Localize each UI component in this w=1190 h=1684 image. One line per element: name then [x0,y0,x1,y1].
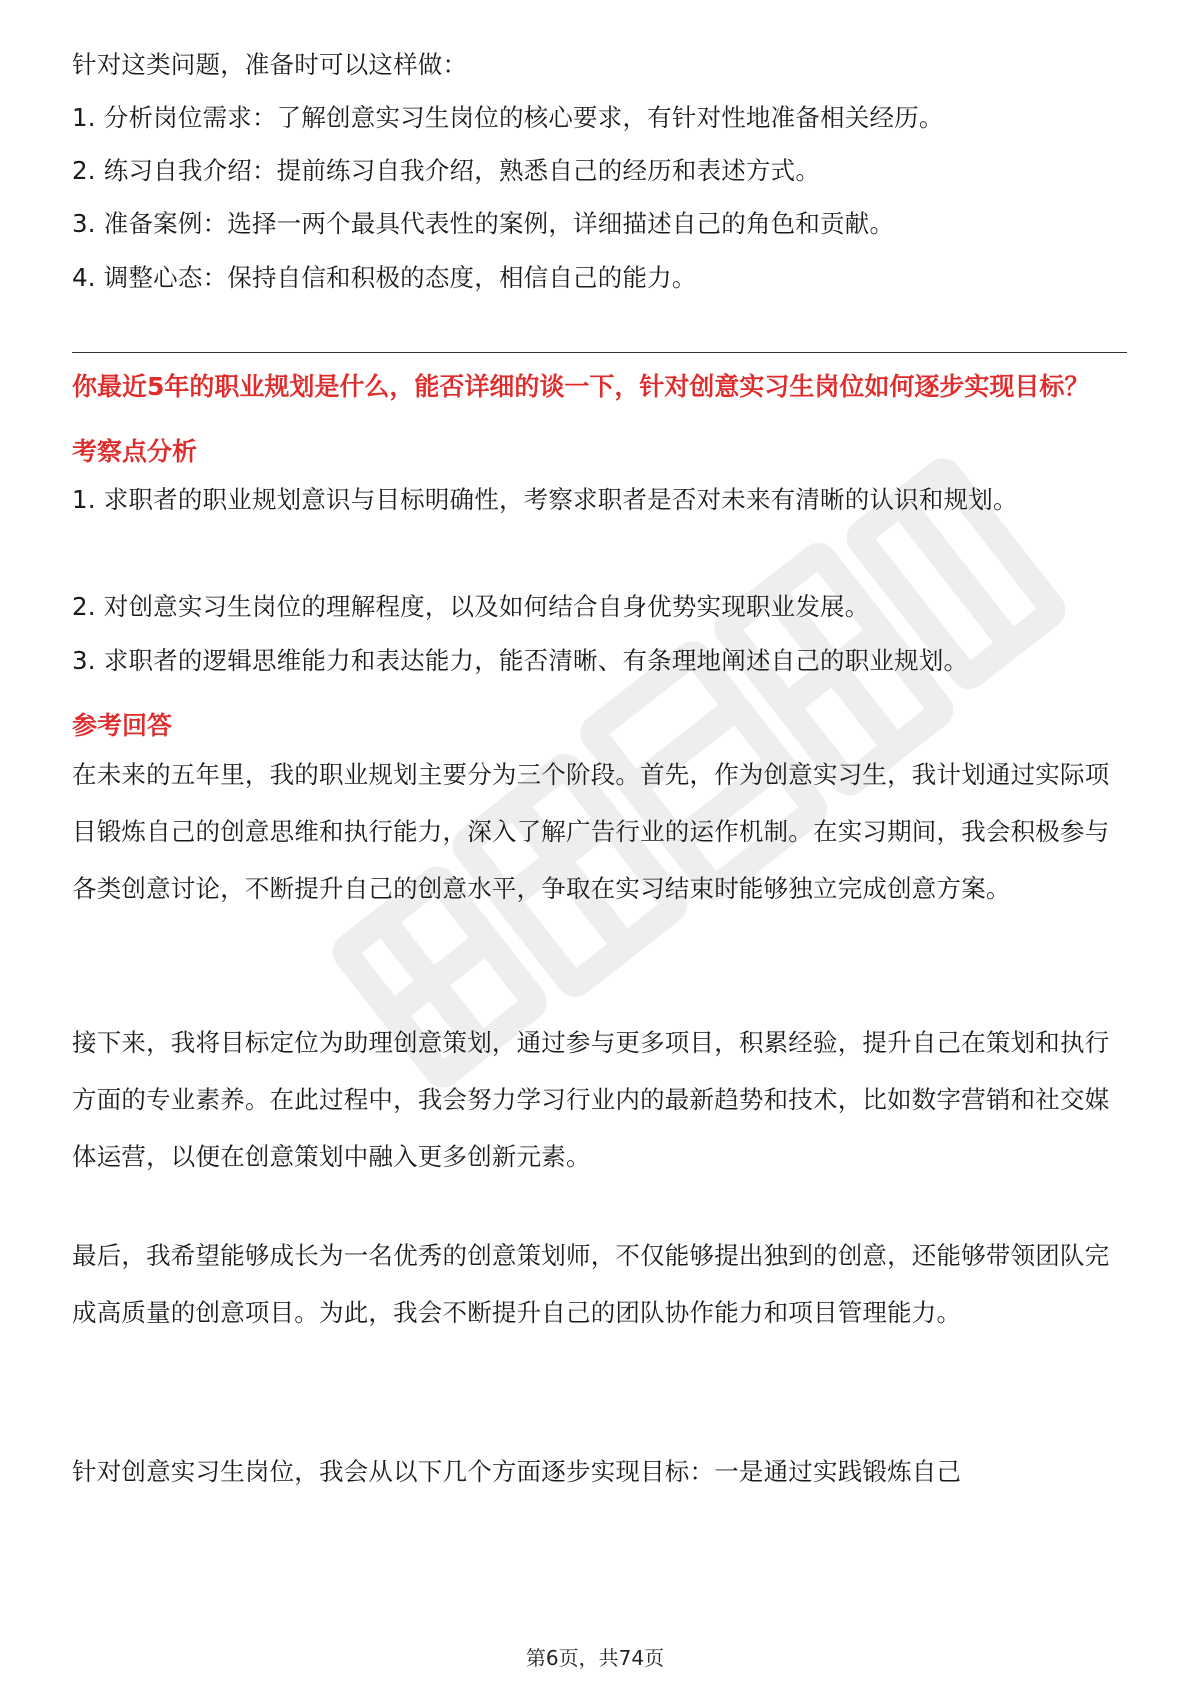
interview-question: 你最近5年的职业规划是什么，能否详细的谈一下，针对创意实习生岗位如何逐步实现目标？ [72,372,1090,401]
section-divider [72,352,1127,353]
intro-item-4: 4. 调整心态：保持自信和积极的态度，相信自己的能力。 [72,263,697,292]
answer-heading: 参考回答 [72,711,173,740]
analysis-item-2: 2. 对创意实习生岗位的理解程度，以及如何结合自身优势实现职业发展。 [72,592,870,621]
intro-lead: 针对这类问题，准备时可以这样做： [72,50,468,79]
page-number-footer: 第6页，共74页 [525,1646,665,1670]
answer-paragraph-4: 针对创意实习生岗位，我会从以下几个方面逐步实现目标：一是通过实践锻炼自己 [72,1457,962,1486]
answer-paragraph-1: 在未来的五年里，我的职业规划主要分为三个阶段。首先，作为创意实习生，我计划通过实际项目锻炼自己的创意思维和执行能力，深入了解广告行业的运作机制。在实习期间，我会积极参与各类创意讨论，不断提升自己的创意水平，争取在实习结束时能够独立完成创意方案。 [72,760,1110,903]
analysis-heading: 考察点分析 [72,437,198,466]
document-page [72,0,1127,1684]
intro-item-2: 2. 练习自我介绍：提前练习自我介绍，熟悉自己的经历和表述方式。 [72,156,821,185]
analysis-item-3: 3. 求职者的逻辑思维能力和表达能力，能否清晰、有条理地阐述自己的职业规划。 [72,646,969,675]
intro-item-1: 1. 分析岗位需求：了解创意实习生岗位的核心要求，有针对性地准备相关经历。 [72,103,944,132]
analysis-item-1: 1. 求职者的职业规划意识与目标明确性，考察求职者是否对未来有清晰的认识和规划。 [72,485,1018,514]
answer-paragraph-3: 最后，我希望能够成长为一名优秀的创意策划师，不仅能够提出独到的创意，还能够带领团队完成高质量的创意项目。为此，我会不断提升自己的团队协作能力和项目管理能力。 [72,1241,1110,1327]
intro-item-3: 3. 准备案例：选择一两个最具代表性的案例，详细描述自己的角色和贡献。 [72,209,895,238]
answer-paragraph-2: 接下来，我将目标定位为助理创意策划，通过参与更多项目，积累经验，提升自己在策划和执行方面的专业素养。在此过程中，我会努力学习行业内的最新趋势和技术，比如数字营销和社交媒体运营，以便在创意策划中融入更多创新元素。 [72,1028,1110,1171]
